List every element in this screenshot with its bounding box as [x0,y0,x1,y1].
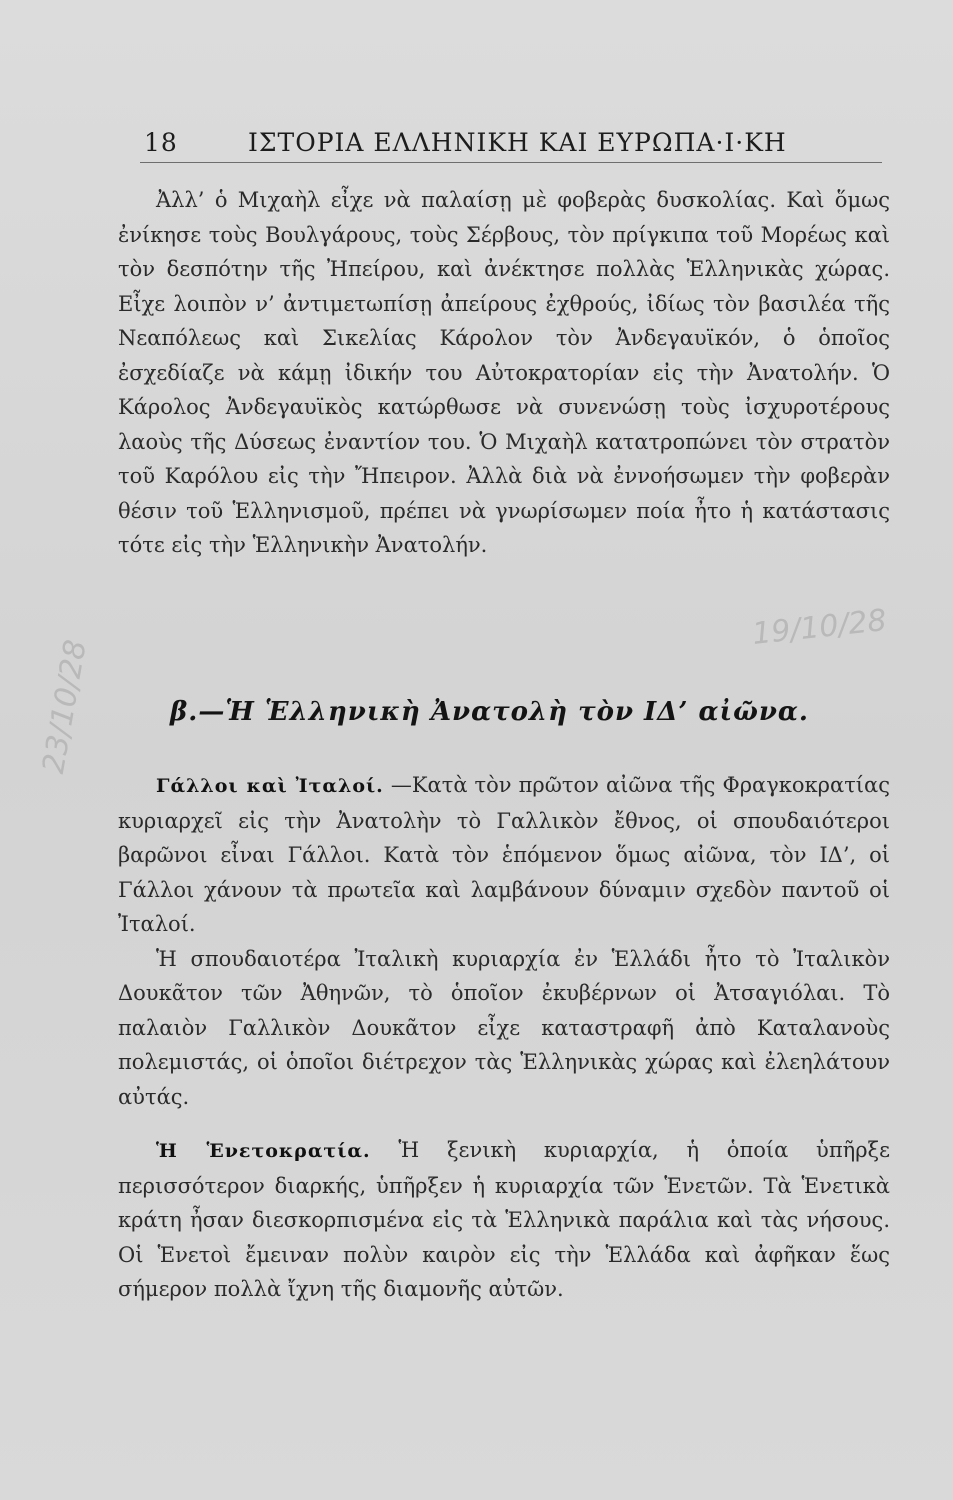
paragraph-lead-heading: Ἡ Ἑνετοκρατία. [156,1140,371,1162]
paragraph-duchy-athens: Ἡ σπουδαιοτέρα Ἰταλικὴ κυριαρχία ἐν Ἑλλάδι ἦτο τὸ Ἰταλικὸν Δουκᾶτον τῶν Ἀθηνῶν, τὸ ὁποῖον ἐκυβέρνων οἱ Ἀτσαγιόλαι. Τὸ παλαιὸν Γαλλικὸν Δουκᾶτον εἶχε καταστραφῆ ἀπὸ Καταλανοὺς πολεμιστάς, οἱ ὁποῖοι διέτρεχον τὰς Ἑλληνικὰς χώρας καὶ ἐλεηλάτουν αὐτάς. [118,946,890,1109]
paragraph-michael: Ἀλλ’ ὁ Μιχαὴλ εἶχε νὰ παλαίσῃ μὲ φοβερὰς δυσκολίας. Καὶ ὅμως ἐνίκησε τοὺς Βουλγάρους, τοὺς Σέρβους, τὸν πρίγκιπα τοῦ Μορέως καὶ τὸν δεσπότην τῆς Ἠπείρου, καὶ ἀνέκτησε πολλὰς Ἑλληνικὰς χώρας. Εἶχε λοιπὸν ν’ ἀντιμετωπίσῃ ἀπείρους ἐχθρούς, ἰδίως τὸν βασιλέα τῆς Νεαπόλεως καὶ Σικελίας Κάρολον τὸν Ἀνδεγαυϊκόν, ὁ ὁποῖος ἐσχεδίαζε νὰ κάμῃ ἰδικήν του Αὐτοκρατορίαν εἰς τὴν Ἀνατολήν. Ὁ Κάρολος Ἀνδεγαυϊκὸς κατώρθωσε νὰ συνενώσῃ τοὺς ἰσχυροτέρους λαοὺς τῆς Δύσεως ἐναντίον του. Ὁ Μιχαὴλ κατατροπώνει τὸν στρατὸν τοῦ Καρόλου εἰς τὴν Ἤπειρον. Ἀλλὰ διὰ νὰ ἐννοήσωμεν τὴν φοβερὰν θέσιν τοῦ Ἑλληνισμοῦ, πρέπει νὰ γνωρίσωμεν ποία ἦτο ἡ κατάστασις τότε εἰς τὴν Ἑλληνικὴν Ἀνατολήν. [118,188,890,557]
text-block-intro [118,183,890,563]
text-block-section [118,768,890,1114]
paragraph-franks-italians [118,768,890,942]
page-header [140,128,882,163]
pencil-date-note: 19/10/28 [750,603,889,652]
paragraph-body: —Κατὰ τὸν πρῶτον αἰῶνα τῆς Φραγκοκρατίας κυριαρχεῖ εἰς τὴν Ἀνατολὴν τὸ Γαλλικὸν ἔθνος, οἱ σπουδαιότεροι βαρῶνοι εἶναι Γάλλοι. Κατὰ τὸν ἑπόμενον ὅμως αἰῶνα, τὸν ΙΔ’, οἱ Γάλλοι χάνουν τὰ πρωτεῖα καὶ λαμβάνουν δύναμιν σχεδὸν παντοῦ οἱ Ἰταλοί. [118,773,890,936]
section-title: β.—Ἡ Ἑλληνικὴ Ἀνατολὴ τὸν ΙΔ’ αἰῶνα. [170,697,809,727]
paragraph-lead-heading: Γάλλοι καὶ Ἰταλοί. [156,775,384,797]
page-number: 18 [144,128,178,157]
running-head: ΙΣΤΟΡΙΑ ΕΛΛΗΝΙΚΗ ΚΑΙ ΕΥΡΩΠΑ·Ι·ΚΗ [248,128,787,157]
text-block-venetians [118,1133,890,1307]
pencil-margin-note: 23/10/28 [36,637,94,777]
paragraph-body: Ἡ ξενικὴ κυριαρχία, ἡ ὁποία ὑπῆρξε περισσότερον διαρκής, ὑπῆρξεν ἡ κυριαρχία τῶν Ἑνετῶν. Τὰ Ἑνετικὰ κράτη ἦσαν διεσκορπισμένα εἰς τὰ Ἑλληνικὰ παράλια καὶ τὰς νήσους. Οἱ Ἑνετοὶ ἔμειναν πολὺν καιρὸν εἰς τὴν Ἑλλάδα καὶ ἀφῆκαν ἕως σήμερον πολλὰ ἴχνη τῆς διαμονῆς αὐτῶν. [118,1138,890,1301]
paragraph-venetocracy [118,1133,890,1307]
